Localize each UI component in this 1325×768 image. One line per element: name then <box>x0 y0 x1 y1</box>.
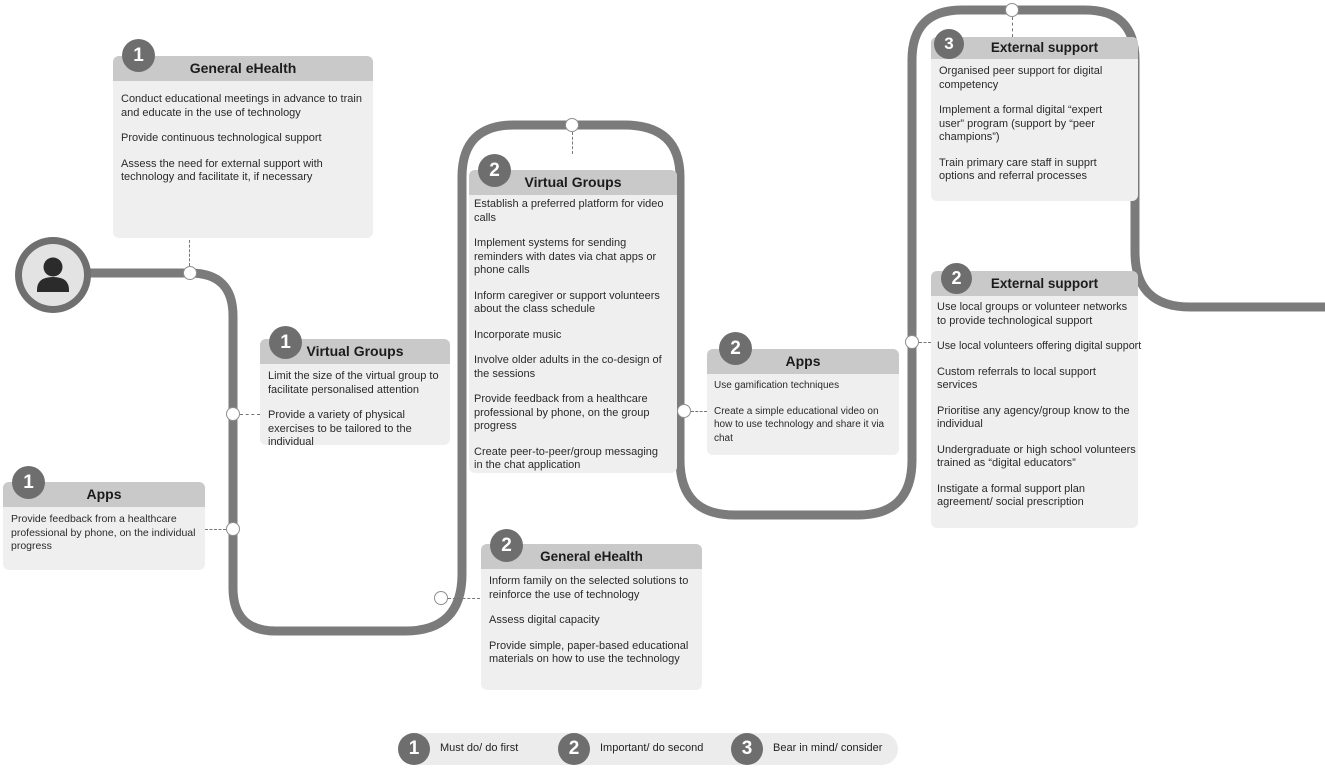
card-title: Virtual Groups <box>260 339 450 364</box>
node-apps-2 <box>677 404 691 418</box>
legend-badge: 1 <box>398 733 430 765</box>
node-external-3 <box>1005 3 1019 17</box>
connector-apps-1 <box>205 529 226 530</box>
node-external-2 <box>905 335 919 349</box>
legend-badge: 2 <box>558 733 590 765</box>
list-item: Prioritise any agency/group know to the individual <box>937 404 1130 430</box>
list-item: Use local groups or volunteer networks to provide technological support <box>937 301 1128 327</box>
list-item: Implement a formal digital “expert user” program (support by “peer champions”) <box>939 104 1103 143</box>
connector-general-2 <box>448 598 480 599</box>
legend-label: Must do/ do first <box>440 742 519 754</box>
list-item: Undergraduate or high school volunteers trained as “digital educators” <box>937 443 1136 469</box>
list-item: Involve older adults in the co-design of the sessions <box>474 354 662 380</box>
priority-badge: 2 <box>941 263 972 294</box>
card-title: External support <box>931 37 1138 59</box>
list-item: Use gamification techniques <box>714 380 840 391</box>
list-item: Inform family on the selected solutions to reinforce the use of technology <box>489 575 689 601</box>
connector-external-3 <box>1012 17 1013 37</box>
connector-virtual-1 <box>240 414 260 415</box>
legend-label: Important/ do second <box>600 742 704 754</box>
list-item: Custom referrals to local support services <box>937 365 1096 391</box>
connector-virtual-2 <box>572 132 573 154</box>
list-item: Incorporate music <box>474 328 562 341</box>
card-title: General eHealth <box>481 544 702 569</box>
legend-label: Bear in mind/ consider <box>773 742 883 754</box>
card-virtual-groups-2 <box>469 160 677 473</box>
list-item: Provide a variety of physical exercises to be tailored to the individual <box>268 409 412 448</box>
card-title: Apps <box>707 349 899 374</box>
list-item: Create peer-to-peer/group messaging in the chat application <box>474 445 659 471</box>
node-virtual-1 <box>226 407 240 421</box>
priority-badge: 1 <box>12 466 45 499</box>
connector-external-2 <box>919 342 931 343</box>
list-item: Provide feedback from a healthcare professional by phone, on the individual progress <box>11 513 196 552</box>
card-apps-1 <box>3 472 205 570</box>
list-item: Limit the size of the virtual group to facilitate personalised attention <box>268 370 439 396</box>
list-item: Provide simple, paper-based educational materials on how to use the technology <box>489 639 689 665</box>
card-general-ehealth-2 <box>481 535 702 690</box>
list-item: Establish a preferred platform for video calls <box>474 198 664 224</box>
list-item: Implement systems for sending reminders with dates via chat apps or phone calls <box>474 237 657 276</box>
card-title: Apps <box>3 482 205 507</box>
list-item: Assess the need for external support with technology and facilitate it, if necessary <box>121 157 323 183</box>
priority-badge: 1 <box>122 39 155 72</box>
node-general-2 <box>434 591 448 605</box>
priority-badge: 2 <box>719 332 752 365</box>
node-apps-1 <box>226 522 240 536</box>
list-item: Provide feedback from a healthcare professional by phone, on the group progress <box>474 393 650 432</box>
node-general-1 <box>183 266 197 280</box>
card-apps-2 <box>707 338 899 455</box>
legend-badge: 3 <box>731 733 763 765</box>
node-virtual-2 <box>565 118 579 132</box>
card-general-ehealth-1 <box>113 45 373 238</box>
priority-badge: 1 <box>269 326 302 359</box>
connector-apps-2 <box>691 411 707 412</box>
priority-badge: 2 <box>478 154 511 187</box>
list-item: Assess digital capacity <box>489 614 600 626</box>
priority-badge: 3 <box>934 29 964 59</box>
card-title: Virtual Groups <box>469 170 677 195</box>
priority-badge: 2 <box>490 529 523 562</box>
list-item: Use local volunteers offering digital support <box>937 340 1142 352</box>
card-external-support-2 <box>931 268 1142 528</box>
list-item: Instigate a formal support plan agreement/ social prescription <box>937 482 1085 508</box>
person-icon <box>22 244 84 306</box>
card-virtual-groups-1 <box>260 332 450 448</box>
card-title: General eHealth <box>113 56 373 81</box>
list-item: Conduct educational meetings in advance to train and educate in the use of technology <box>121 93 362 119</box>
list-item: Organised peer support for digital competency <box>939 65 1103 91</box>
card-external-support-3 <box>931 34 1138 201</box>
list-item: Create a simple educational video on how to use technology and share it via chat <box>714 405 885 444</box>
list-item: Provide continuous technological support <box>121 132 322 144</box>
connector-general-1 <box>189 240 190 266</box>
card-title: External support <box>931 271 1138 296</box>
user-avatar <box>15 237 91 313</box>
priority-legend <box>398 733 898 765</box>
list-item: Train primary care staff in supprt options and referral processes <box>939 156 1097 182</box>
list-item: Inform caregiver or support volunteers about the class schedule <box>474 289 660 315</box>
